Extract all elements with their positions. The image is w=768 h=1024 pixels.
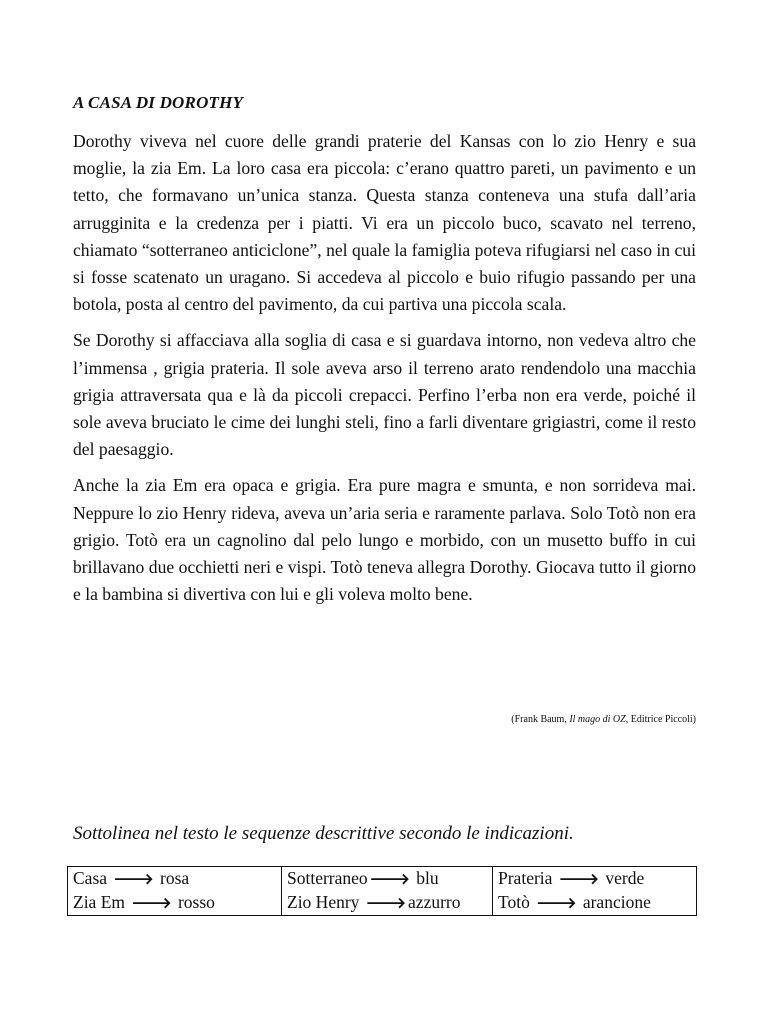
legend-cell [493, 867, 697, 916]
legend-term: Sotterraneo [287, 868, 368, 888]
paragraph-2: Se Dorothy si affacciava alla soglia di casa e si guardava intorno, non vedeva altro che l’immensa , grigia prateria. Il sole aveva arso il terreno arato rendendolo una macchia grigia attraversata qua e là da piccoli crepacci. Perfino l’erba non era verde, poiché il sole aveva bruciato le cime dei lunghi steli, fino a farli diventare grigiastri, come il resto del paesaggio. [73, 330, 696, 460]
legend-cell [282, 867, 493, 916]
arrow-right-icon: 🡒 [365, 894, 407, 912]
exercise-instruction: Sottolinea nel testo le sequenze descrittive secondo le indicazioni. [73, 823, 574, 844]
arrow-right-icon: 🡒 [558, 870, 600, 888]
table-row [68, 867, 697, 916]
legend-term: Zio Henry [287, 892, 360, 912]
paragraph-3: Anche la zia Em era opaca e grigia. Era pure magra e smunta, e non sorrideva mai. Neppure lo zio Henry rideva, aveva un’aria seria e raramente parlava. Solo Totò non era grigio. Totò era un cagnolino dal pelo lungo e morbido, con un musetto buffo in cui brillavano due occhietti neri e vispi. Totò teneva allegra Dorothy. Giocava tutto il giorno e la bambina si divertiva con lui e gli voleva molto bene. [73, 475, 696, 605]
legend-color: rosa [160, 868, 190, 888]
citation-book-title: Il mago di OZ [569, 714, 626, 725]
legend-entry [498, 891, 691, 915]
legend-entry [287, 891, 487, 915]
legend-color: rosso [177, 892, 215, 912]
citation-publisher: , Editrice Piccoli) [625, 714, 696, 725]
color-legend-table [67, 866, 697, 916]
legend-term: Casa [73, 868, 108, 888]
paragraph-1: Dorothy viveva nel cuore delle grandi praterie del Kansas con lo zio Henry e sua moglie, la zia Em. La loro casa era piccola: c’erano quattro pareti, un pavimento e un tetto, che formavano un’unica stanza. Questa stanza conteneva una stufa dall’aria arrugginita e la credenza per i piatti. Vi era un piccolo buco, scavato nel terreno, chiamato “sotterraneo anticiclone”, nel quale la famiglia poteva rifugiarsi nel caso in cui si fosse scatenato un uragano. Si accedeva al piccolo e buio rifugio passando per una botola, posta al centro del pavimento, da cui partiva una piccola scala. [73, 131, 696, 315]
arrow-right-icon: 🡒 [113, 870, 154, 888]
document-title: A CASA DI DOROTHY [73, 93, 244, 112]
citation-author: (Frank Baum, [511, 714, 570, 725]
citation [511, 714, 696, 725]
arrow-right-icon: 🡒 [131, 894, 172, 912]
legend-entry [73, 891, 276, 915]
legend-entry [287, 867, 487, 891]
legend-term: Zia Em [73, 892, 125, 912]
legend-color: blu [416, 868, 439, 888]
legend-color: arancione [582, 892, 651, 912]
legend-term: Totò [498, 892, 530, 912]
arrow-right-icon: 🡒 [536, 894, 577, 912]
legend-color: azzurro [408, 892, 461, 912]
legend-cell [68, 867, 282, 916]
arrow-right-icon: 🡒 [369, 870, 410, 888]
legend-color: verde [605, 868, 645, 888]
legend-entry [498, 867, 691, 891]
legend-term: Prateria [498, 868, 553, 888]
story-text [73, 128, 696, 617]
legend-entry [73, 867, 276, 891]
